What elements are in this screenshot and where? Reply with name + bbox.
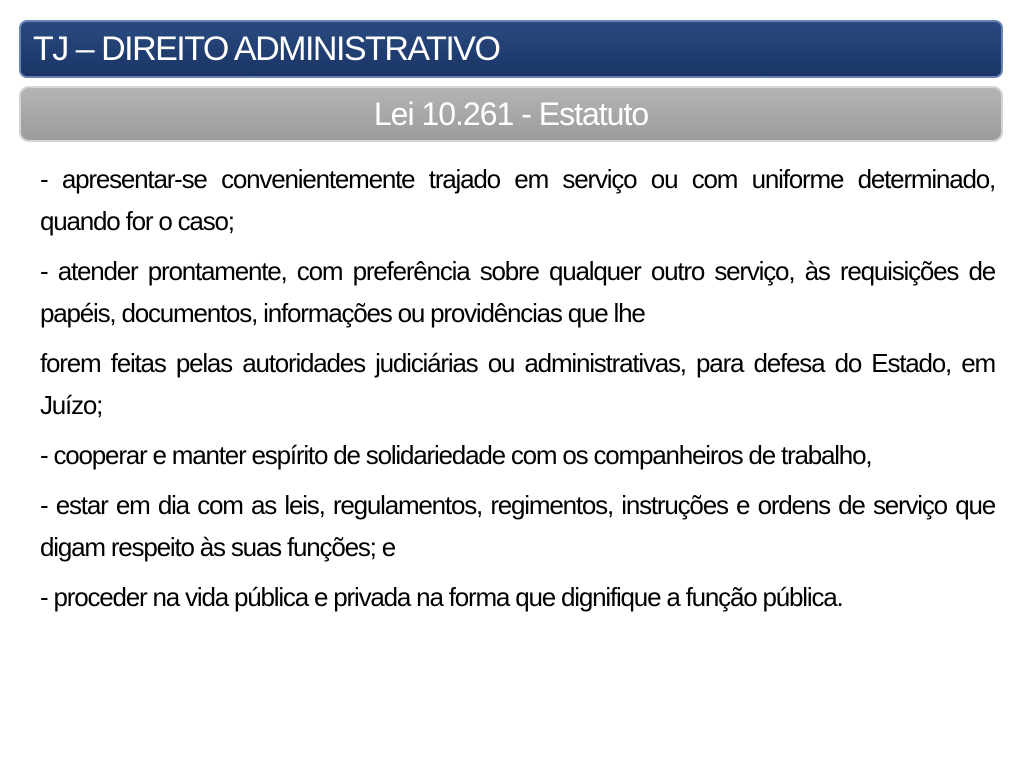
paragraph-4: - cooperar e manter espírito de solidariedade com os companheiros de trabalho,	[40, 440, 872, 470]
slide-subtitle: Lei 10.261 - Estatuto	[19, 86, 1003, 142]
paragraph-2: - atender prontamente, com preferência sobre qualquer outro serviço, às requisições de papéis, documentos, informações ou providências que lhe	[40, 256, 995, 328]
slide-body	[40, 158, 995, 626]
paragraph-6: - proceder na vida pública e privada na forma que dignifique a função pública.	[40, 582, 843, 612]
paragraph-3: forem feitas pelas autoridades judiciárias ou administrativas, para defesa do Estado, em Juízo;	[40, 348, 995, 420]
paragraph-5: - estar em dia com as leis, regulamentos, regimentos, instruções e ordens de serviço que digam respeito às suas funções; e	[40, 490, 995, 562]
paragraph-1: - apresentar-se convenientemente trajado em serviço ou com uniforme determinado, quando for o caso;	[40, 164, 995, 236]
slide-title: TJ – DIREITO ADMINISTRATIVO	[19, 20, 1003, 78]
